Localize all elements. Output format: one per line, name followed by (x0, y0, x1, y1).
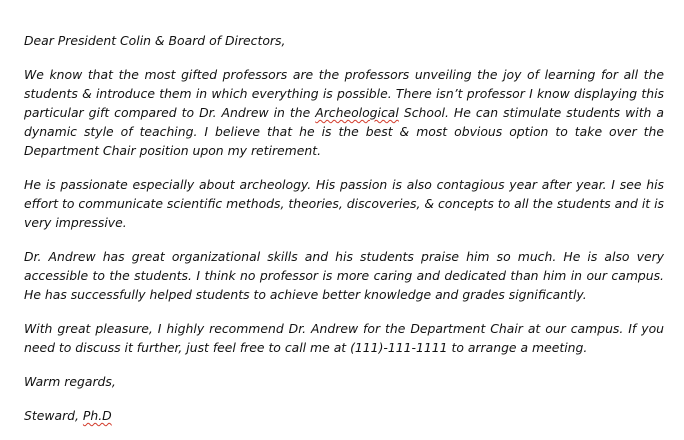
salutation: Dear President Colin & Board of Directors, (24, 33, 286, 48)
paragraph-2: He is passionate especially about archeology. His passion is also contagious year after year. I see his effort to communicate scientific methods, theories, discoveries, & concepts to all the students and it is very impressive. (24, 177, 664, 230)
signature (24, 406, 664, 425)
misspelled-word-phd[interactable]: Ph.D (82, 408, 112, 423)
paragraph-1-text-end: School. He can stimulate students with a dynamic style of teaching. I believe that he is the best & most obvious option to take over the Department Chair position upon my retirement. (24, 105, 664, 158)
paragraph-1 (24, 65, 664, 160)
paragraph-3: Dr. Andrew has great organizational skills and his students praise him so much. He is also very accessible to the students. I think no professor is more caring and dedicated than him in our campus. He has successfully helped students to achieve better knowledge and grades significantly. (24, 249, 664, 302)
letter-body (24, 31, 664, 440)
closing: Warm regards, (24, 374, 116, 389)
paragraph-4: With great pleasure, I highly recommend Dr. Andrew for the Department Chair at our campus. If you need to discuss it further, just feel free to call me at (111)-111-1111 to arrange a meeting. (24, 321, 664, 355)
signature-name: Steward, (24, 408, 83, 423)
misspelled-word-archeological[interactable]: Archeological (315, 105, 399, 120)
paragraph-1-text-start: We know that the most gifted professors are the professors unveiling the joy of learning for all the students & introduce them in which everything is possible. There isn’t professor I know displaying this particular gift compared to Dr. Andrew in the (24, 67, 664, 120)
